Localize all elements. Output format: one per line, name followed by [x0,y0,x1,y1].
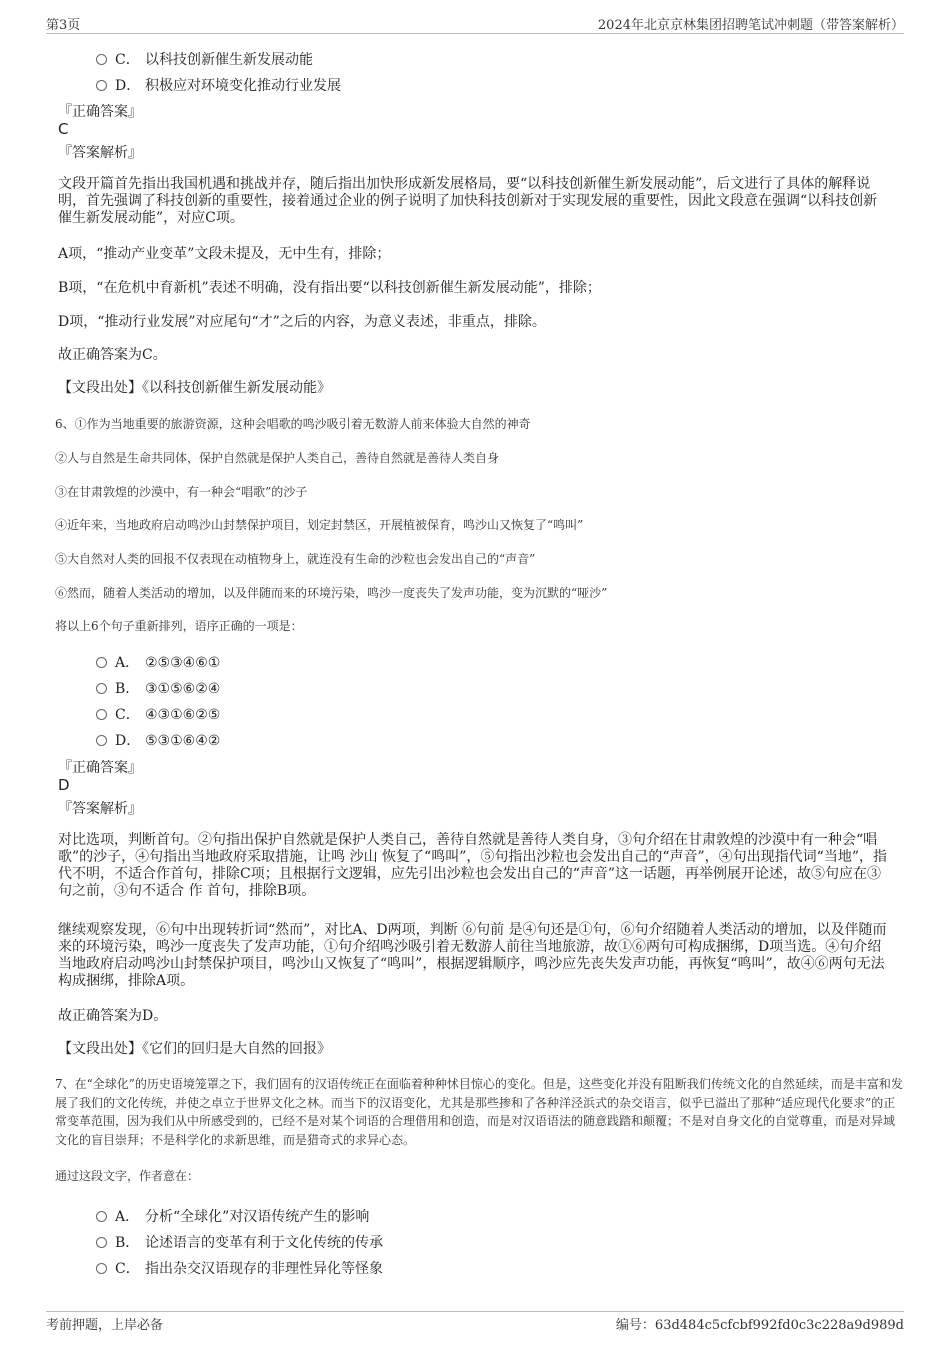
q6-sentence-6: ⑥然而，随着人类活动的增加，以及伴随而来的环境污染，鸣沙一度丧失了发声功能，变为沉默的“哑沙” [55,586,608,600]
page-number: 第3页 [46,18,81,33]
q5-option-c[interactable]: C． 以科技创新催生新发展动能 [96,49,313,69]
q5-option-d[interactable]: D． 积极应对环境变化推动行业发展 [96,75,341,95]
q6-option-c[interactable]: C． ④③①⑥②⑤ [96,704,220,724]
q6-source: 【文段出处】《它们的回归是大自然的回报》 [58,1041,331,1057]
radio-icon[interactable] [96,735,107,746]
document-id: 编号：63d484c5cfcbf992fd0c3c228a9d989d [615,1318,904,1333]
q5-source: 【文段出处】《以科技创新催生新发展动能》 [58,380,331,396]
q6-analysis-para-1: 对比选项，判断首句。②句指出保护自然就是保护人类自己，善待自然就是善待人类自身，③句介绍在甘肃敦煌的沙漠中有一种会“唱歌”的沙子，④句指出当地政府采取措施，让鸣 沙山 恢复了“鸣叫”，⑤句指出沙粒也会发出自己的“声音”，④句出现指代词“当地”，指代不明，不适合作首句，排除C项；且根据行文逻辑，应先引出沙粒也会发出自己的“声音”这一话题，再举例展开论述，故⑤句应在③句之前，③句不适合 作 首句，排除B项。 [58,832,887,899]
q5-analysis-b: B项，“在危机中育新机”表述不明确，没有指出要“以科技创新催生新发展动能”，排除； [58,280,601,296]
footer-slogan: 考前押题，上岸必备 [46,1318,164,1333]
radio-icon[interactable] [96,1263,107,1274]
radio-icon[interactable] [96,1237,107,1248]
q6-option-b[interactable]: B． ③①⑤⑥②④ [96,678,220,698]
q6-answer-label: 『正确答案』 [58,760,142,776]
radio-icon[interactable] [96,683,107,694]
q5-answer-label: 『正确答案』 [58,104,142,120]
q5-analysis-a: A项，“推动产业变革”文段未提及，无中生有，排除； [58,246,391,262]
page-header [46,14,904,32]
q7-option-a[interactable]: A． 分析“全球化”对汉语传统产生的影响 [96,1206,369,1226]
q6-sentence-5: ⑤大自然对人类的回报不仅表现在动植物身上，就连没有生命的沙粒也会发出自己的“声音” [55,552,536,566]
q6-sentence-3: ③在甘肃敦煌的沙漠中，有一种会“唱歌”的沙子 [55,485,308,499]
q5-analysis-d: D项，“推动行业发展”对应尾句“才”之后的内容，为意义表述，非重点，排除。 [58,314,546,330]
radio-icon[interactable] [96,657,107,668]
footer-divider [46,1311,904,1312]
q7-option-b[interactable]: B． 论述语言的变革有利于文化传统的传承 [96,1232,383,1252]
radio-icon[interactable] [96,80,107,91]
radio-icon[interactable] [96,1211,107,1222]
q6-option-d[interactable]: D． ⑤③①⑥④② [96,730,220,750]
q5-conclusion: 故正确答案为C。 [58,347,167,363]
page-footer [46,1314,904,1332]
q6-conclusion: 故正确答案为D。 [58,1008,168,1024]
q6-analysis-para-2: 继续观察发现，⑥句中出现转折词“然而”，对比A、D两项，判断 ⑥句前 是④句还是①句，⑥句介绍随着人类活动的增加，以及伴随而来的环境污染，鸣沙一度丧失了发声功能，①句介绍鸣沙吸引着无数游人前往当地旅游，故①⑥两句可构成捆绑，D项当选。④句介绍当地政府启动鸣沙山封禁保护项目，鸣沙山又恢复了“鸣叫”，根据逻辑顺序，鸣沙应先丧失发声功能，再恢复“鸣叫”，故④⑥两句无法构成捆绑，排除A项。 [58,922,887,989]
q6-sentence-2: ②人与自然是生命共同体，保护自然就是保护人类自己，善待自然就是善待人类自身 [55,451,500,465]
q7-option-c[interactable]: C． 指出杂交汉语现存的非理性异化等怪象 [96,1258,383,1278]
q6-option-a[interactable]: A． ②⑤③④⑥① [96,652,220,672]
q5-analysis-para: 文段开篇首先指出我国机遇和挑战并存，随后指出加快形成新发展格局，要“以科技创新催生新发展动能”，后文进行了具体的解释说明，首先强调了科技创新的重要性，接着通过企业的例子说明了加快科技创新对于实现发展的重要性，因此文段意在强调“以科技创新催生新发展动能”，对应C项。 [58,176,878,226]
radio-icon[interactable] [96,709,107,720]
q7-question: 通过这段文字，作者意在： [55,1169,200,1183]
q5-answer: C [58,120,69,138]
q6-sentence-1: 6、①作为当地重要的旅游资源，这种会唱歌的鸣沙吸引着无数游人前来体验大自然的神奇 [55,417,531,431]
q6-sentence-4: ④近年来，当地政府启动鸣沙山封禁保护项目，划定封禁区，开展植被保育，鸣沙山又恢复了“鸣叫” [55,518,584,532]
q6-question: 将以上6个句子重新排列，语序正确的一项是： [55,619,303,633]
q7-passage: 7、在“全球化”的历史语境笼罩之下，我们固有的汉语传统正在面临着种种怵目惊心的变化。但是，这些变化并没有阻断我们传统文化的自然延续，而是丰富和发展了我们的文化传统，并使之卓立于世界文化之林。而当下的汉语变化，尤其是那些掺和了各种洋泾浜式的杂交语言，似乎已溢出了那种“适应现代化要求”的正常变革范围，因为我们从中所感受到的，已经不是对某个词语的合理借用和创造，而是对汉语语法的随意践踏和颠覆；不是对自身文化的自觉尊重，而是对异域文化的盲目崇拜；不是科学化的求新思维，而是猎奇式的求异心态。 [55,1077,903,1147]
q5-analysis-label: 『答案解析』 [58,145,142,161]
q6-analysis-label: 『答案解析』 [58,801,142,817]
header-divider [46,33,904,34]
radio-icon[interactable] [96,54,107,65]
q6-answer: D [58,776,70,794]
document-title: 2024年北京京林集团招聘笔试冲刺题（带答案解析） [597,18,904,33]
